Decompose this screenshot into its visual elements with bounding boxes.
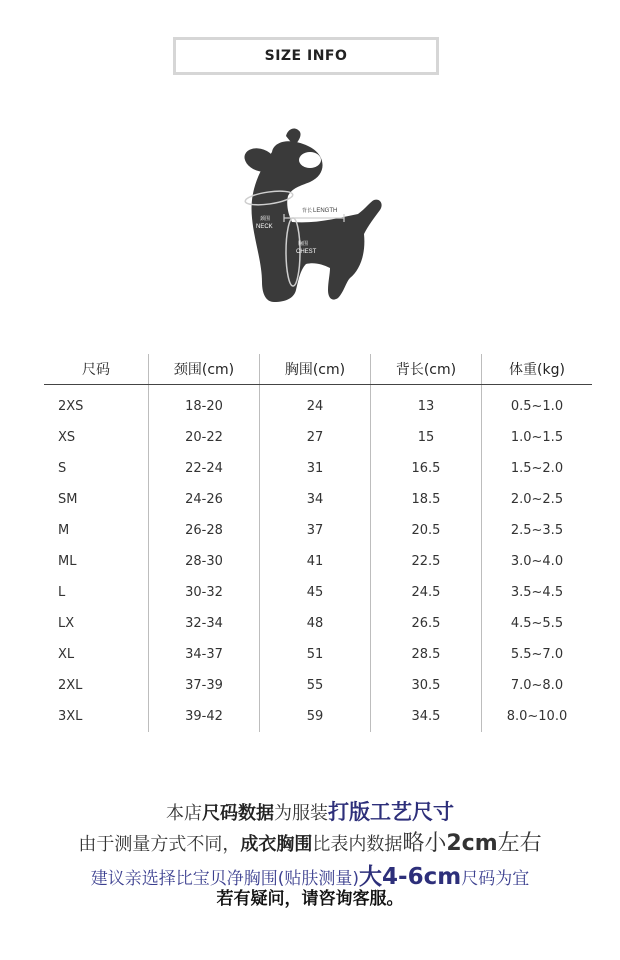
cell-chest: 27	[259, 422, 370, 453]
chest-label-en: CHEST	[296, 249, 317, 255]
cell-chest: 37	[259, 515, 370, 546]
cell-chest: 48	[259, 608, 370, 639]
cell-weight: 7.0~8.0	[481, 670, 592, 701]
cell-length: 15	[370, 422, 481, 453]
header-length: 背长(cm)	[370, 354, 481, 385]
header-chest: 胸围(cm)	[259, 354, 370, 385]
note-text-large: 略小	[402, 831, 447, 856]
table-row	[44, 453, 592, 484]
cell-length: 13	[370, 391, 481, 422]
cell-neck: 39-42	[149, 701, 260, 732]
table-row	[44, 484, 592, 515]
table-row	[44, 701, 592, 732]
note-emphasis: 成衣胸围	[240, 834, 313, 855]
cell-chest: 55	[259, 670, 370, 701]
neck-label-cn: 颈围	[260, 216, 271, 222]
chest-label-cn: 胸围	[298, 241, 309, 247]
cell-size: SM	[58, 492, 78, 507]
cell-chest: 31	[259, 453, 370, 484]
cell-weight: 3.0~4.0	[481, 546, 592, 577]
header-size: 尺码	[44, 354, 149, 385]
cell-length: 22.5	[370, 546, 481, 577]
cell-chest: 24	[259, 391, 370, 422]
cell-size: XL	[58, 647, 75, 662]
note-line-2	[0, 826, 620, 857]
table-row	[44, 546, 592, 577]
cell-weight: 2.5~3.5	[481, 515, 592, 546]
cell-neck: 30-32	[149, 577, 260, 608]
note-text: 由于测量方式不同，	[78, 834, 241, 855]
size-info-title: SIZE INFO	[173, 37, 439, 75]
cell-length: 26.5	[370, 608, 481, 639]
cell-size: XS	[58, 430, 76, 445]
cell-neck: 32-34	[149, 608, 260, 639]
table-row	[44, 422, 592, 453]
cell-neck: 18-20	[149, 391, 260, 422]
cell-chest: 51	[259, 639, 370, 670]
cell-length: 28.5	[370, 639, 481, 670]
cell-size: 2XL	[58, 678, 83, 693]
cell-size: M	[58, 523, 70, 538]
note-text: 为服装	[274, 803, 328, 824]
note-text: 尺码为宜	[461, 869, 530, 889]
cell-weight: 4.5~5.5	[481, 608, 592, 639]
cell-size: LX	[58, 616, 75, 631]
neck-label-en: NECK	[256, 224, 273, 230]
cell-chest: 45	[259, 577, 370, 608]
length-label-en: LENGTH	[313, 208, 338, 214]
note-text-large: 左右	[497, 831, 542, 856]
cell-weight: 1.0~1.5	[481, 422, 592, 453]
note-emphasis: 尺码数据	[202, 803, 274, 824]
cell-weight: 0.5~1.0	[481, 391, 592, 422]
cell-neck: 24-26	[149, 484, 260, 515]
note-text: 比表内数据	[312, 834, 403, 855]
cell-neck: 26-28	[149, 515, 260, 546]
cell-weight: 8.0~10.0	[481, 701, 592, 732]
cell-length: 20.5	[370, 515, 481, 546]
note-highlight: 打版工艺尺寸	[328, 800, 454, 824]
table-row	[44, 515, 592, 546]
cell-neck: 28-30	[149, 546, 260, 577]
cell-length: 16.5	[370, 453, 481, 484]
cell-length: 24.5	[370, 577, 481, 608]
cell-length: 30.5	[370, 670, 481, 701]
note-line-4: 若有疑问，请咨询客服。	[216, 889, 404, 909]
cell-size: L	[58, 585, 66, 600]
header-neck: 颈围(cm)	[149, 354, 260, 385]
cell-chest: 59	[259, 701, 370, 732]
cell-neck: 37-39	[149, 670, 260, 701]
note-text: 本店	[166, 803, 202, 824]
cell-neck: 22-24	[149, 453, 260, 484]
dog-measurement-illustration	[226, 122, 396, 312]
note-highlight: 大4-6cm	[359, 864, 462, 890]
cell-length: 34.5	[370, 701, 481, 732]
length-label-cn: 背长	[302, 208, 313, 214]
cell-size: 3XL	[58, 709, 83, 724]
cell-neck: 20-22	[149, 422, 260, 453]
cell-weight: 3.5~4.5	[481, 577, 592, 608]
cell-neck: 34-37	[149, 639, 260, 670]
dog-eye	[299, 152, 321, 168]
note-line-1	[0, 796, 620, 826]
cell-chest: 41	[259, 546, 370, 577]
note-value: 2cm	[446, 831, 498, 856]
table-row	[44, 670, 592, 701]
note-text: 建议亲选择比宝贝净胸围(贴肤测量)	[90, 869, 360, 889]
cell-weight: 1.5~2.0	[481, 453, 592, 484]
cell-chest: 34	[259, 484, 370, 515]
cell-size: 2XS	[58, 399, 84, 414]
cell-length: 18.5	[370, 484, 481, 515]
table-row	[44, 577, 592, 608]
table-row	[44, 608, 592, 639]
size-table	[44, 354, 592, 732]
table-row	[44, 391, 592, 422]
cell-weight: 2.0~2.5	[481, 484, 592, 515]
cell-weight: 5.5~7.0	[481, 639, 592, 670]
cell-size: S	[58, 461, 67, 476]
header-weight: 体重(kg)	[481, 354, 592, 385]
table-row	[44, 639, 592, 670]
cell-size: ML	[58, 554, 77, 569]
size-table-header-row	[44, 354, 592, 385]
